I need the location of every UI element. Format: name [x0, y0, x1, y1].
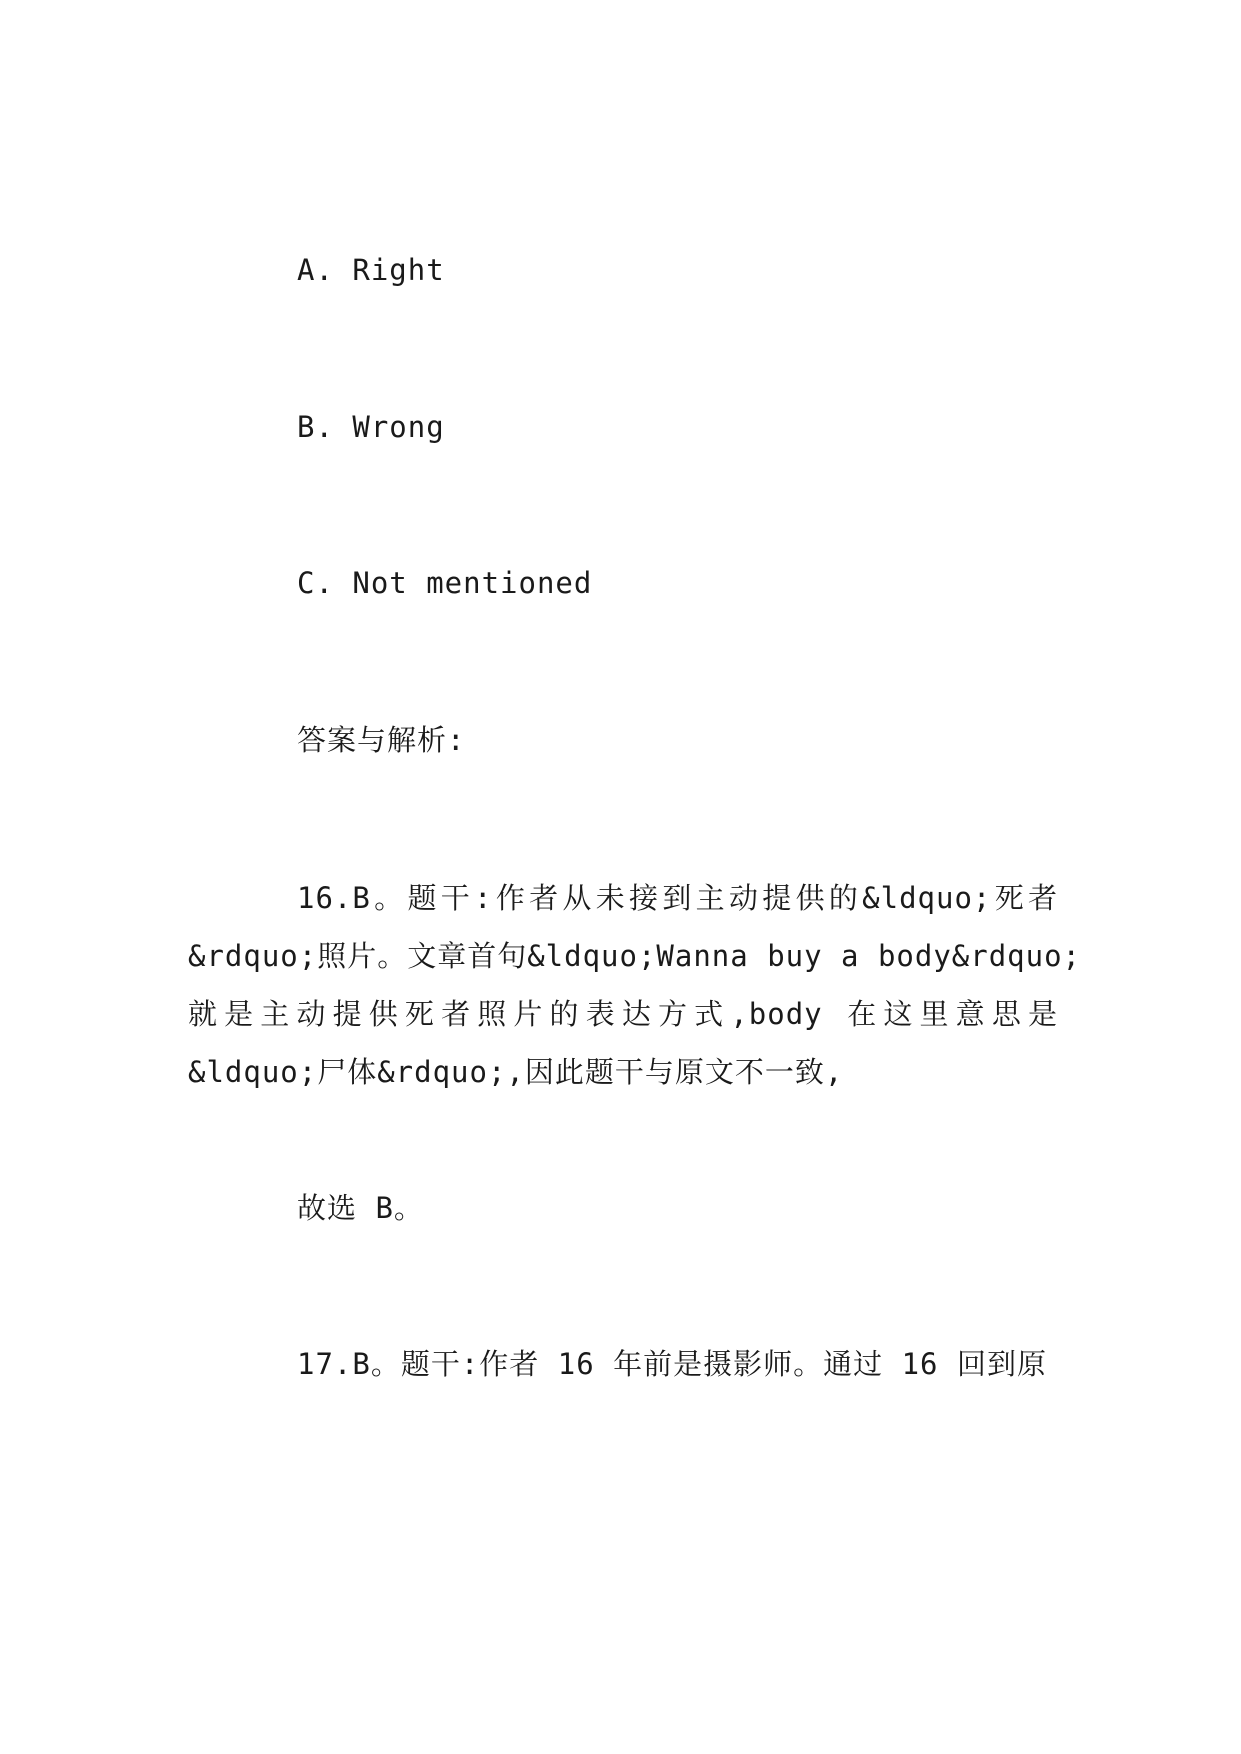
- q16-line-2: &rdquo;照片。文章首句&ldquo;Wanna buy a body&rdquo;: [188, 939, 1082, 973]
- option-c: C. Not mentioned: [297, 566, 593, 600]
- q16-line-4: &ldquo;尸体&rdquo;,因此题干与原文不一致,: [188, 1055, 844, 1089]
- q17-explanation: 17.B。题干:作者 16 年前是摄影师。通过 16 回到原: [297, 1347, 1047, 1381]
- answer-heading: 答案与解析:: [297, 723, 466, 757]
- q16-conclusion: 故选 B。: [297, 1191, 424, 1225]
- q16-explanation: [188, 869, 1082, 1101]
- option-a: A. Right: [297, 253, 445, 287]
- option-b: B. Wrong: [297, 410, 445, 444]
- q16-line-1: 16.B。题干:作者从未接到主动提供的&ldquo;死者: [297, 881, 1058, 915]
- q16-line-3: 就是主动提供死者照片的表达方式,body 在这里意思是: [188, 997, 1058, 1031]
